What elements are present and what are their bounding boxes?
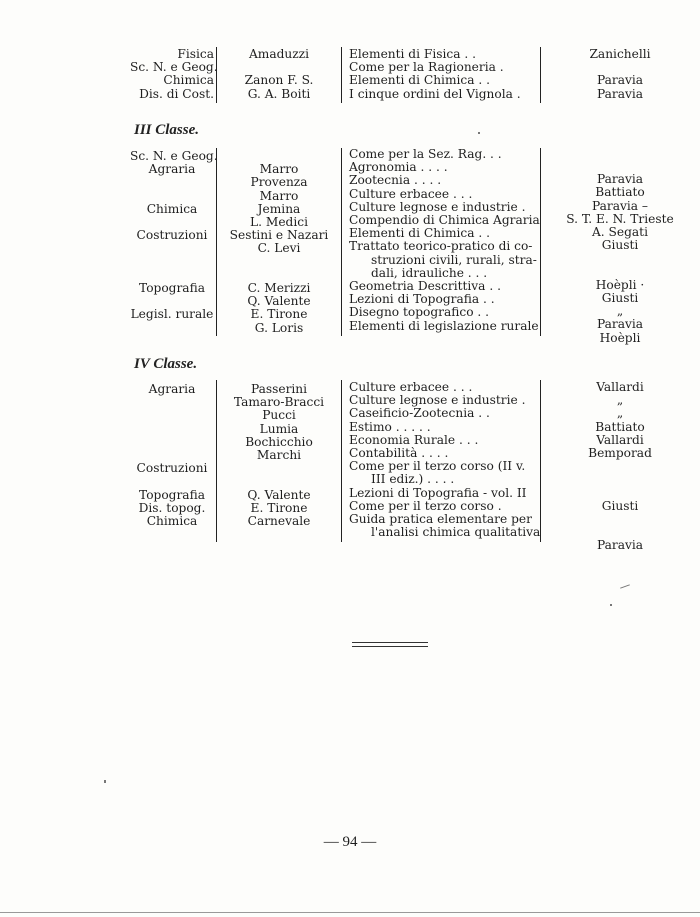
subject-cell: Topografia bbox=[139, 281, 205, 296]
author-cell: Lumia bbox=[259, 421, 299, 436]
class4-publishers bbox=[545, 381, 695, 553]
subject-cell: Chimica bbox=[146, 201, 198, 216]
class3-subjects bbox=[130, 149, 218, 322]
publisher-cell: Bemporad bbox=[588, 446, 652, 461]
subject-cell: Costruzioni bbox=[136, 228, 208, 243]
author-cell: Jemina bbox=[257, 201, 301, 216]
subject-cell: Chimica bbox=[146, 514, 198, 529]
book-cell: Culture legnose e industrie . bbox=[349, 199, 526, 214]
divider bbox=[216, 380, 217, 542]
author-cell: E. Tirone bbox=[250, 500, 308, 515]
class3-authors bbox=[220, 150, 338, 335]
author-cell: L. Medici bbox=[250, 215, 308, 230]
book-cell: dali, idrauliche . . . bbox=[371, 265, 488, 280]
publisher-cell: Vallardi bbox=[596, 380, 644, 394]
author-cell: C. Levi bbox=[257, 241, 301, 256]
publisher-cell: Battiato bbox=[595, 419, 645, 434]
sec2-subjects bbox=[130, 47, 218, 101]
divider bbox=[341, 148, 342, 336]
author-cell: Amaduzzi bbox=[248, 47, 309, 61]
divider bbox=[341, 380, 342, 542]
publisher-cell: „ bbox=[616, 304, 624, 319]
author-cell: G. A. Boiti bbox=[247, 86, 311, 101]
book-cell: Trattato teorico-pratico di co- bbox=[349, 239, 533, 254]
publisher-cell bbox=[545, 473, 695, 486]
class3-books bbox=[349, 147, 540, 333]
book-cell: Come per il terzo corso (II v. bbox=[349, 459, 526, 474]
subject-cell bbox=[130, 475, 214, 488]
book-cell: Compendio di Chimica Agraria bbox=[349, 213, 540, 228]
publisher-cell: Paravia bbox=[596, 73, 644, 88]
author-cell bbox=[220, 256, 338, 269]
book-cell: struzioni civili, rurali, stra- bbox=[371, 252, 537, 267]
closing-rule bbox=[352, 642, 428, 643]
book-cell: Agronomia . . . . bbox=[349, 160, 448, 175]
book-cell: Come per il terzo corso . bbox=[349, 498, 502, 513]
author-cell: Tamaro-Bracci bbox=[233, 395, 325, 410]
book-cell: Economia Rurale . . . bbox=[349, 432, 479, 447]
book-cell: Caseificio-Zootecnia . . bbox=[349, 406, 490, 421]
scan-speck bbox=[104, 780, 106, 783]
class4-heading: IV Classe. bbox=[134, 356, 198, 372]
author-cell: Marro bbox=[259, 162, 299, 177]
book-cell: Come per la Sez. Rag. . . bbox=[349, 147, 502, 161]
book-cell: Culture erbacee . . . bbox=[349, 186, 473, 201]
publisher-cell: Vallardi bbox=[596, 432, 644, 447]
sec2-authors bbox=[220, 48, 338, 101]
publisher-cell: Zanichelli bbox=[589, 47, 651, 61]
publisher-cell: Giusti bbox=[601, 291, 639, 306]
book-cell: Lezioni di Topografia - vol. II bbox=[349, 485, 527, 500]
author-cell: Sestini e Nazari bbox=[229, 228, 329, 243]
publisher-cell: Paravia bbox=[596, 317, 644, 332]
scan-edge bbox=[0, 912, 700, 913]
subject-cell: Sc. N. e Geog. bbox=[130, 149, 218, 163]
book-cell: Disegno topografico . . bbox=[349, 305, 490, 320]
publisher-cell bbox=[545, 252, 695, 265]
scan-speck bbox=[620, 584, 630, 588]
class4-subjects bbox=[130, 383, 214, 528]
subject-cell: Costruzioni bbox=[136, 461, 208, 476]
publisher-cell: S. T. E. N. Trieste bbox=[566, 211, 674, 226]
book-cell: Guida pratica elementare per bbox=[349, 512, 532, 527]
subject-cell: Agraria bbox=[148, 382, 196, 396]
publisher-cell: „ bbox=[616, 406, 624, 421]
book-cell: Estimo . . . . . bbox=[349, 419, 431, 434]
subject-cell: Dis. topog. bbox=[138, 500, 206, 515]
author-cell bbox=[220, 475, 338, 488]
divider bbox=[540, 148, 541, 336]
publisher-cell: „ bbox=[616, 393, 624, 408]
subject-cell: Agraria bbox=[148, 162, 196, 177]
subject-cell bbox=[130, 423, 214, 436]
subject-cell: Fisica bbox=[177, 47, 214, 61]
divider bbox=[216, 47, 217, 103]
author-cell: Passerini bbox=[250, 382, 308, 396]
subject-cell: Chimica bbox=[163, 73, 214, 88]
book-cell: III ediz.) . . . . bbox=[371, 472, 455, 487]
author-cell: Pucci bbox=[262, 408, 296, 423]
subject-cell bbox=[130, 190, 214, 203]
book-cell: Zootecnia . . . . bbox=[349, 173, 442, 188]
publisher-cell: Paravia bbox=[596, 86, 644, 101]
book-cell: Geometria Descrittiva . . bbox=[349, 279, 501, 294]
author-cell: Zanon F. S. bbox=[244, 73, 314, 88]
book-cell: Lezioni di Topografia . . bbox=[349, 292, 495, 307]
divider bbox=[341, 47, 342, 103]
subject-cell bbox=[130, 242, 214, 255]
publisher-cell: Giusti bbox=[601, 238, 639, 253]
book-cell: Elementi di Chimica . . bbox=[349, 73, 490, 88]
book-cell: Contabilità . . . . bbox=[349, 446, 449, 461]
subject-cell: Legisl. rurale bbox=[130, 307, 214, 322]
author-cell: Bochicchio bbox=[245, 434, 313, 449]
book-cell: Elementi di Fisica . . bbox=[349, 47, 476, 61]
subject-cell bbox=[130, 409, 214, 422]
author-cell: Carnevale bbox=[247, 514, 311, 529]
scan-speck bbox=[610, 604, 612, 606]
class3-heading: III Classe. bbox=[134, 122, 200, 138]
sec2-publishers bbox=[545, 48, 695, 101]
publisher-cell: Paravia bbox=[596, 538, 644, 553]
publisher-cell: A. Segati bbox=[592, 225, 648, 240]
author-cell: G. Loris bbox=[254, 320, 304, 335]
closing-rule bbox=[352, 646, 428, 647]
page-number: — 94 — bbox=[323, 834, 377, 850]
publisher-cell bbox=[545, 266, 695, 279]
publisher-cell: Hoèpli · bbox=[595, 277, 645, 292]
subject-cell: Sc. N. e Geog. bbox=[130, 60, 218, 75]
publisher-cell bbox=[545, 487, 695, 500]
class4-books bbox=[349, 380, 541, 540]
subject-cell bbox=[130, 256, 214, 269]
class4-authors bbox=[220, 383, 338, 528]
publisher-cell: Paravia bbox=[596, 172, 644, 187]
book-cell: l'analisi chimica qualitativa bbox=[371, 525, 541, 540]
publisher-cell: Paravia – bbox=[591, 198, 649, 213]
publisher-cell: Battiato bbox=[595, 185, 645, 200]
book-cell: Culture erbacee . . . bbox=[349, 380, 473, 394]
book-cell: Elementi di legislazione rurale bbox=[349, 318, 539, 333]
book-cell: Culture legnose e industrie . bbox=[349, 393, 526, 408]
author-cell: Marchi bbox=[256, 448, 302, 463]
author-cell: C. Merizzi bbox=[247, 281, 311, 296]
divider bbox=[540, 47, 541, 103]
author-cell: Provenza bbox=[250, 175, 308, 190]
divider bbox=[540, 380, 541, 542]
publisher-cell: Hoèpli bbox=[599, 330, 641, 345]
subject-cell: Topografia bbox=[139, 487, 205, 502]
book-cell: Come per la Ragioneria . bbox=[349, 60, 504, 75]
sec2-books bbox=[349, 48, 535, 101]
publisher-cell: Giusti bbox=[601, 498, 639, 513]
scan-speck bbox=[478, 132, 480, 134]
author-cell: E. Tirone bbox=[250, 307, 308, 322]
author-cell: Q. Valente bbox=[247, 294, 311, 309]
book-cell: I cinque ordini del Vignola . bbox=[349, 86, 521, 101]
class3-publishers bbox=[545, 160, 695, 345]
book-cell: Elementi di Chimica . . bbox=[349, 226, 490, 241]
subject-cell bbox=[130, 176, 214, 189]
subject-cell: Dis. di Cost. bbox=[139, 86, 214, 101]
author-cell: Marro bbox=[259, 188, 299, 203]
divider bbox=[216, 148, 217, 336]
author-cell: Q. Valente bbox=[247, 487, 311, 502]
